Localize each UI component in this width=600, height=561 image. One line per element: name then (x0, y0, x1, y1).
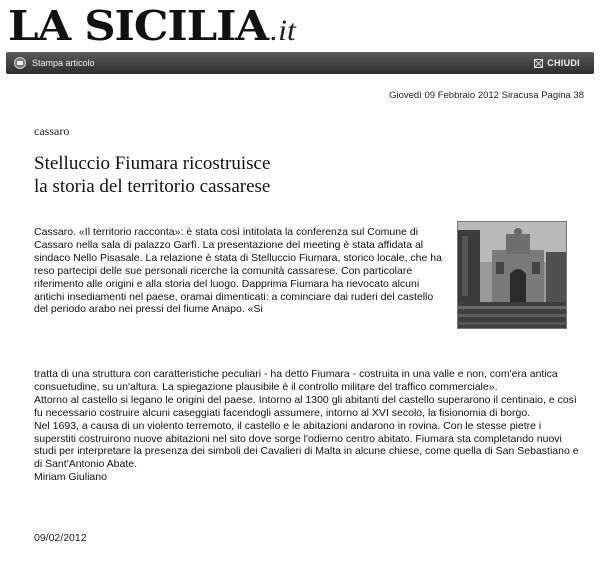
close-icon (534, 59, 543, 68)
church-photo-illustration (458, 222, 567, 329)
section-label: cassaro (34, 124, 70, 138)
article-photo (457, 221, 567, 329)
masthead (0, 0, 600, 52)
site-logo[interactable] (8, 2, 296, 55)
logo-name: LA SICILIA (8, 2, 269, 50)
paragraph-1: Cassaro. «Il territorio racconta»: è stata così intitolata la conferenza sul Comune di Cassaro nella sala di palazzo Garfì. La presentazione del meeting è stata affidata al sindaco Nello Pisasale. La relazione è stata di Stelluccio Fiumara, storico locale, che ha reso partecipi delle sue personali ricerche la comunità cassarese. Con particolare riferimento alle origini e alla storia del luogo. Dapprima Fiumara ha rievocato alcuni antichi insediamenti nel paese, oramai dimenticati: a cominciare dai ruderi del castello del periodo arabo nei pressi del fiume Anapo. «Si (34, 226, 442, 316)
print-article-label: Stampa articolo (32, 58, 95, 68)
footer-date: 09/02/2012 (34, 532, 87, 544)
paragraph-1-continued: tratta di una struttura con caratteristiche peculiari - ha detto Fiumara - costruita in una valle e non, com'era antica consuetudine, su un'altura. La spiegazione plausibile è il controllo militare del traffico commerciale». (34, 368, 558, 393)
close-button[interactable] (534, 55, 580, 71)
article-body-top (34, 226, 446, 316)
article-toolbar (6, 52, 594, 74)
logo-tld: .it (270, 14, 296, 47)
article-headline (34, 152, 270, 198)
headline-line-2: la storia del territorio cassarese (34, 176, 271, 197)
author-byline: Miriam Giuliano (34, 471, 107, 484)
paragraph-3: Nel 1693, a causa di un violento terremoto, il castello e le abitazioni andarono in rovina. Con le stesse pietre i superstiti costruirono nuove abitazioni nel sito dove sorge l'odierno centro abitato. Fiumara sta completando nuovi studi per interpretare la presenza dei simboli dei Cavalieri di Malta in alcune chiese, come quella di San Sebastiano e di Sant'Antonio Abate. (34, 419, 579, 471)
headline-line-1: Stelluccio Fiumara ricostruisce (34, 153, 271, 174)
close-label: CHIUDI (547, 58, 580, 68)
paragraph-2: Attorno al castello si legano le origini del paese. Intorno al 1300 gli abitanti del castello superarono il centinaio, e così fu necessario costruire alcuni caseggiati facendogli assumere, intorno al XVI secolo, la fisionomia di borgo. (34, 393, 577, 419)
dateline: Giovedì 09 Febbraio 2012 Siracusa Pagina 38 (389, 90, 584, 101)
article-body-bottom (34, 368, 584, 484)
print-article-button[interactable] (14, 55, 95, 71)
print-icon (14, 57, 26, 69)
